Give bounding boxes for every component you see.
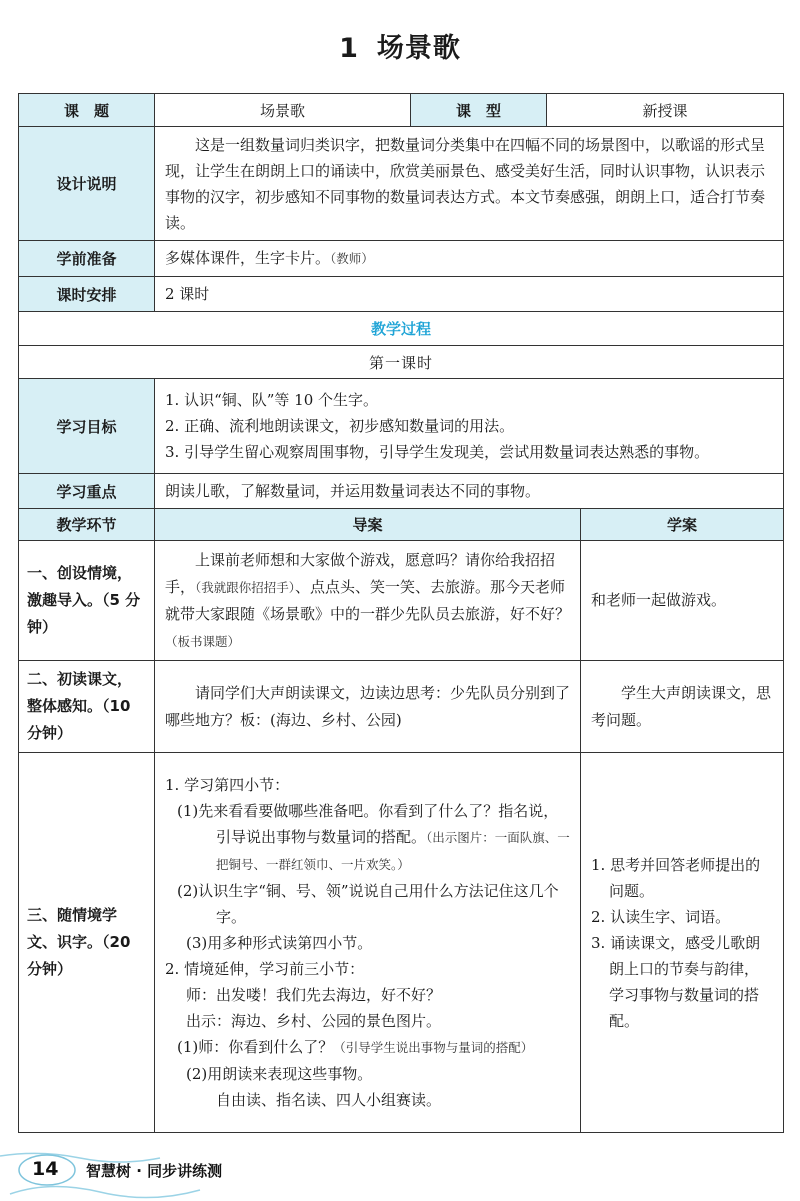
guide-line: (2)用朗读来表现这些事物。 <box>186 1065 373 1083</box>
step-study <box>581 753 784 1133</box>
design-text: 这是一组数量词归类识字，把数量词分类集中在四幅不同的场景图中，以歌谣的形式呈现，让学生在朗朗上口的诵读中，欣赏美丽景色、感受美好生活，同时认识事物，认识表示事物的汉字，初步感知不同事物的数量词表达方式。本文节奏感强，朗朗上口，适合打节奏读。 <box>155 127 784 241</box>
lesson-title <box>0 26 800 65</box>
step-guide <box>155 753 581 1133</box>
guide-line: 自由读、指名读、四人小组赛读。 <box>216 1091 442 1109</box>
process-title: 教学过程 <box>19 312 784 346</box>
design-label: 设计说明 <box>19 127 155 241</box>
schedule-row <box>19 277 784 312</box>
guide-text: (1)先来看看要做哪些准备吧。你看到了什么了？指名说，引导说出事物与数量词的搭配。 <box>177 802 559 846</box>
guide-note: （我就跟你招招手） <box>195 579 296 595</box>
guide-line <box>165 798 570 878</box>
process-row <box>19 312 784 346</box>
step-stage: 三、随情境学文、识字。（20 分钟） <box>19 753 155 1133</box>
step-guide <box>155 541 581 661</box>
guide-note: （板书课题） <box>165 633 241 649</box>
type-label: 课 型 <box>411 94 547 127</box>
footer-brand: 智慧树 · 同步讲练测 <box>86 1162 223 1180</box>
guide-line: 师：出发喽！我们先去海边，好不好？ <box>186 986 442 1004</box>
lesson-plan-table <box>18 93 784 1133</box>
design-row <box>19 127 784 241</box>
course-label: 课 题 <box>19 94 155 127</box>
step-guide: 请同学们大声朗读课文，边读边思考：少先队员分别到了哪些地方？板：(海边、乡村、公园) <box>155 661 581 753</box>
focus-row <box>19 474 784 509</box>
step-row <box>19 661 784 753</box>
study-item: 2. 认读生字、词语。 <box>591 907 731 926</box>
goal-item: 2. 正确、流利地朗读课文，初步感知数量词的用法。 <box>165 417 515 435</box>
goal-item: 3. 引导学生留心观察周围事物，引导学生发现美，尝试用数量词表达熟悉的事物。 <box>165 443 710 461</box>
step-study: 学生大声朗读课文，思考问题。 <box>581 661 784 753</box>
guide-line: 2. 情境延伸，学习前三小节： <box>165 960 365 978</box>
guide-line: 出示：海边、乡村、公园的景色图片。 <box>186 1012 442 1030</box>
session-row <box>19 346 784 379</box>
goal-item: 1. 认识“铜、队”等 10 个生字。 <box>165 391 379 409</box>
schedule-label: 课时安排 <box>19 277 155 312</box>
focus-text: 朗读儿歌，了解数量词，并运用数量词表达不同的事物。 <box>155 474 784 509</box>
guide-line: (3)用多种形式读第四小节。 <box>186 934 373 952</box>
guide-line: 1. 学习第四小节： <box>165 776 290 794</box>
prep-note: （教师） <box>330 251 374 266</box>
session-title: 第一课时 <box>19 346 784 379</box>
guide-note: （出示图片：一面队旗、一把铜号、一群红领巾、一片欢笑。） <box>216 830 570 872</box>
prep-text: 多媒体课件，生字卡片。 <box>165 249 331 267</box>
course-row <box>19 94 784 127</box>
course-value: 场景歌 <box>155 94 411 127</box>
columns-header-row <box>19 509 784 541</box>
study-item: 3. 诵读课文，感受儿歌朗朗上口的节奏与韵律，学习事物与数量词的搭配。 <box>591 933 761 1030</box>
lesson-number: 1 <box>339 33 359 64</box>
schedule-text: 2 课时 <box>155 277 784 312</box>
guide-text: 、点点头、笑一笑、去旅游。那今天老师就带大家跟随《场景歌》中的一群少先队员去旅游，好不好？ <box>165 577 571 623</box>
prep-row <box>19 241 784 277</box>
type-value: 新授课 <box>547 94 784 127</box>
guide-line <box>165 1034 570 1061</box>
prep-label: 学前准备 <box>19 241 155 277</box>
step-stage: 二、初读课文，整体感知。（10 分钟） <box>19 661 155 753</box>
col-stage-header: 教学环节 <box>19 509 155 541</box>
goals-row <box>19 379 784 474</box>
step-row <box>19 753 784 1133</box>
guide-line: (2)认识生字“铜、号、领”说说自己用什么方法记住这几个字。 <box>177 882 559 926</box>
study-item: 1. 思考并回答老师提出的问题。 <box>591 855 761 900</box>
step-row <box>19 541 784 661</box>
lesson-name: 场景歌 <box>376 33 461 64</box>
guide-note: （引导学生说出事物与量词的搭配） <box>333 1040 534 1055</box>
step-stage: 一、创设情境，激趣导入。（5 分钟） <box>19 541 155 661</box>
prep-cell <box>155 241 784 277</box>
guide-text: 上课前老师想和大家做个游戏，愿意吗？请你给我招招手， <box>165 550 556 596</box>
col-guide-header: 导案 <box>155 509 581 541</box>
guide-text: (1)师：你看到什么了？ <box>177 1038 334 1056</box>
step-study: 和老师一起做游戏。 <box>581 541 784 661</box>
goals-label: 学习目标 <box>19 379 155 474</box>
col-study-header: 学案 <box>581 509 784 541</box>
page-number: 14 <box>32 1158 59 1180</box>
page-footer <box>0 1150 800 1201</box>
focus-label: 学习重点 <box>19 474 155 509</box>
goals-list <box>155 379 784 474</box>
